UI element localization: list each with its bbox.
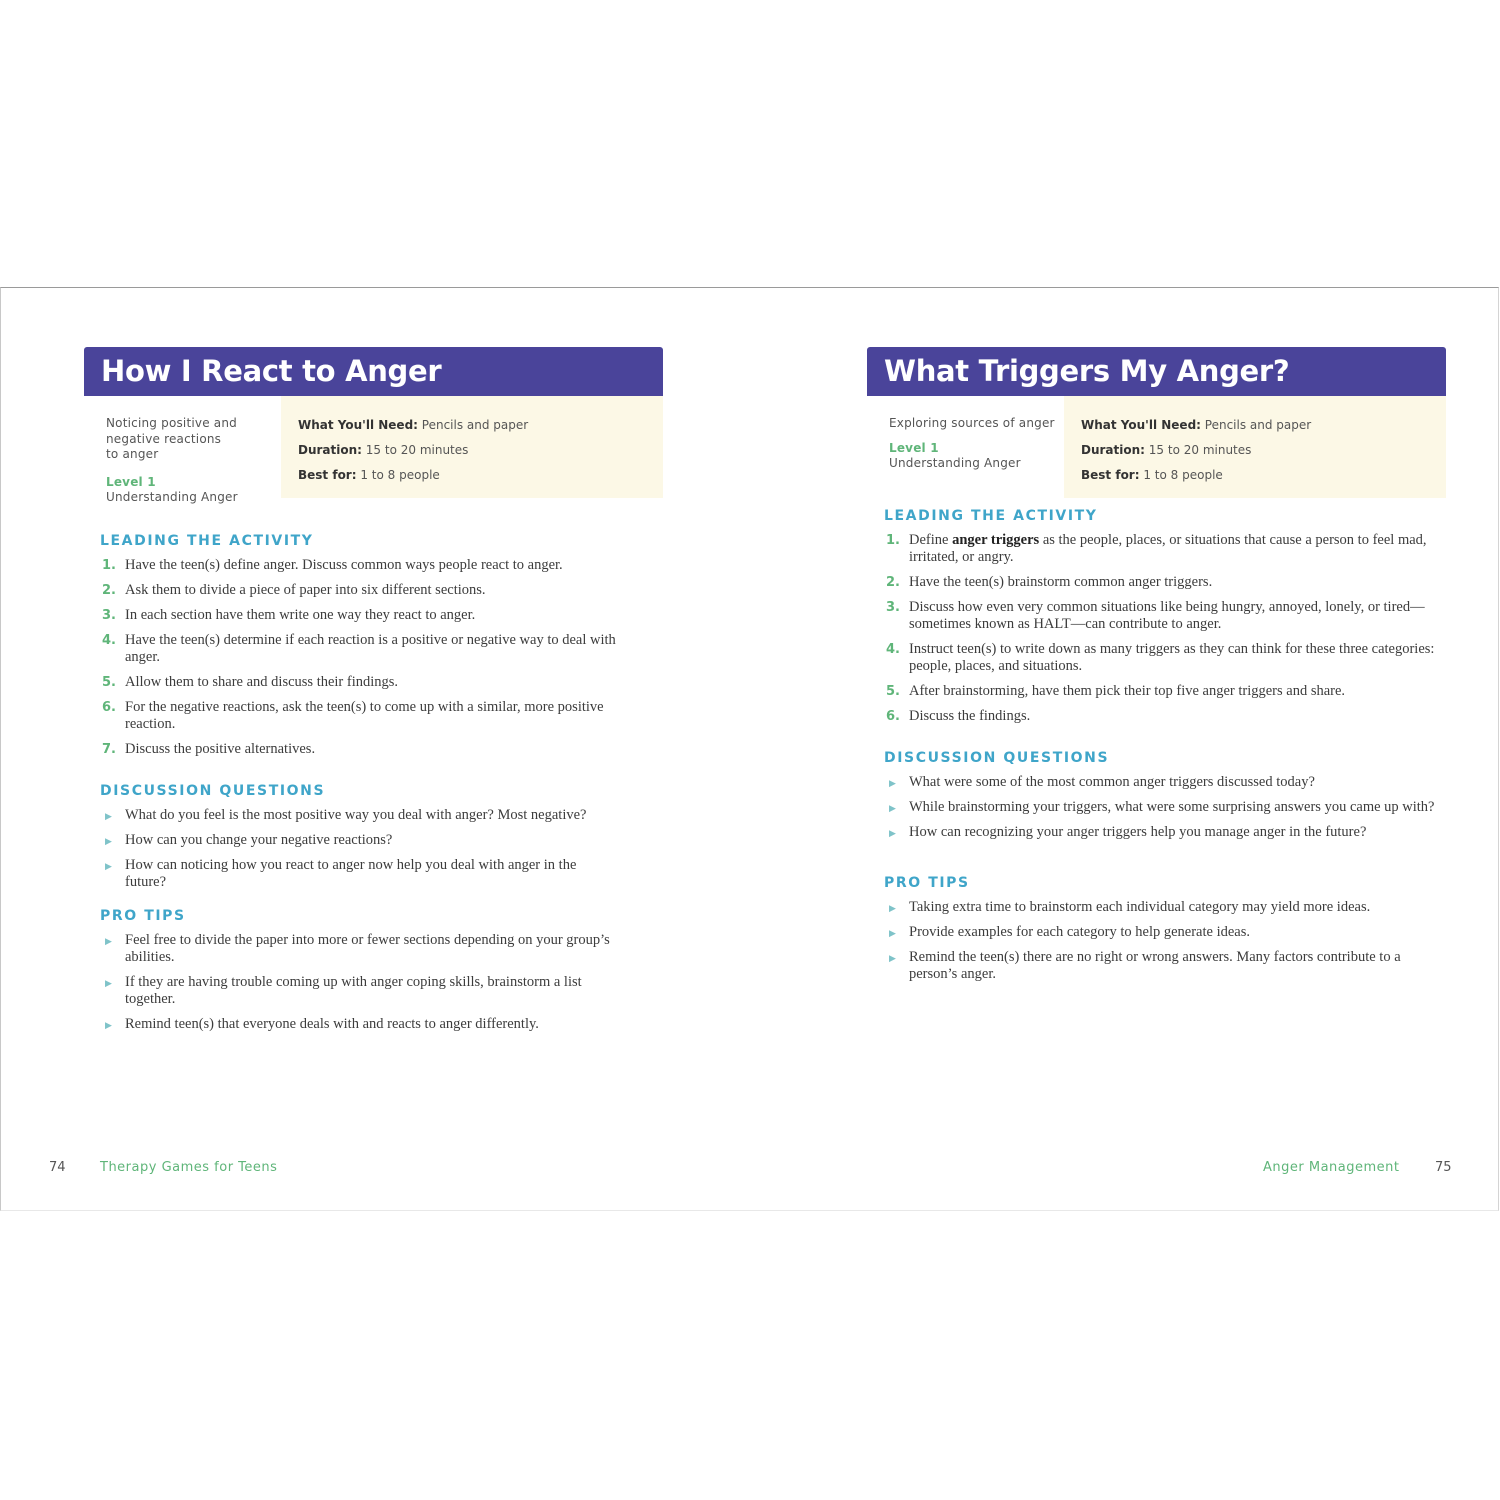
book-spread bbox=[0, 287, 1499, 1211]
step-item bbox=[884, 574, 1439, 591]
tip-text: Taking extra time to brainstorm each individual category may yield more ideas. bbox=[909, 899, 1371, 915]
tip-item bbox=[884, 949, 1439, 983]
question-text: What do you feel is the most positive way you deal with anger? Most negative? bbox=[125, 807, 587, 823]
activity-description bbox=[889, 416, 1059, 472]
tip-text: Provide examples for each category to help generate ideas. bbox=[909, 924, 1251, 940]
step-number: 4. bbox=[102, 633, 116, 648]
step-number: 3. bbox=[102, 608, 116, 623]
tip-item bbox=[100, 974, 605, 1008]
step-number: 2. bbox=[886, 575, 900, 590]
level-name: Understanding Anger bbox=[889, 456, 1021, 470]
step-item bbox=[100, 557, 640, 574]
step-item bbox=[884, 708, 1439, 725]
tip-item bbox=[884, 924, 1439, 941]
page-number-right bbox=[1435, 1160, 1452, 1175]
duration-row bbox=[298, 443, 663, 468]
pro-tips-section bbox=[884, 874, 1439, 991]
description-line: Exploring sources of anger bbox=[889, 416, 1055, 430]
question-item bbox=[100, 832, 640, 849]
step-item bbox=[100, 607, 640, 624]
triangle-bullet-icon: ▶ bbox=[889, 903, 896, 913]
triangle-bullet-icon: ▶ bbox=[105, 811, 112, 821]
duration-row bbox=[1081, 443, 1446, 468]
question-text: How can you change your negative reactions? bbox=[125, 832, 393, 848]
tip-item bbox=[884, 899, 1439, 916]
step-text: Ask them to divide a piece of paper into six different sections. bbox=[125, 582, 486, 598]
duration-label: Duration: bbox=[298, 443, 362, 457]
question-text: How can noticing how you react to anger now help you deal with anger in the future? bbox=[125, 857, 577, 890]
question-text: While brainstorming your triggers, what were some surprising answers you came up with? bbox=[909, 799, 1435, 815]
best-for-row bbox=[298, 468, 663, 493]
step-number: 4. bbox=[886, 642, 900, 657]
step-item bbox=[100, 741, 640, 758]
leading-activity-section bbox=[884, 507, 1439, 733]
running-title: Therapy Games for Teens bbox=[100, 1160, 278, 1175]
question-item bbox=[100, 807, 640, 824]
best-for-value: 1 to 8 people bbox=[1139, 468, 1223, 482]
tip-item bbox=[100, 1016, 640, 1033]
level-name: Understanding Anger bbox=[106, 490, 238, 504]
activity-description bbox=[106, 416, 276, 506]
section-heading: LEADING THE ACTIVITY bbox=[884, 508, 1098, 524]
tip-text: Remind the teen(s) there are no right or wrong answers. Many factors contribute to a person’s anger. bbox=[909, 949, 1401, 982]
pro-tips-section bbox=[100, 907, 640, 1041]
triangle-bullet-icon: ▶ bbox=[105, 836, 112, 846]
triangle-bullet-icon: ▶ bbox=[889, 828, 896, 838]
step-text: Have the teen(s) define anger. Discuss common ways people react to anger. bbox=[125, 557, 563, 573]
left-page bbox=[1, 288, 751, 1210]
step-text-pre: Define bbox=[909, 532, 953, 548]
section-heading: PRO TIPS bbox=[100, 908, 186, 924]
tip-text: If they are having trouble coming up with anger coping skills, brainstorm a list together. bbox=[125, 974, 582, 1007]
right-page bbox=[751, 288, 1500, 1210]
level-label: Level 1 bbox=[889, 440, 939, 455]
triangle-bullet-icon: ▶ bbox=[889, 778, 896, 788]
step-number: 6. bbox=[102, 700, 116, 715]
triangle-bullet-icon: ▶ bbox=[105, 1020, 112, 1030]
step-text: After brainstorming, have them pick their top five anger triggers and share. bbox=[909, 683, 1346, 699]
needs-value: Pencils and paper bbox=[417, 418, 529, 432]
requirements-box bbox=[281, 396, 663, 498]
step-text: Have the teen(s) determine if each reaction is a positive or negative way to deal with anger. bbox=[125, 632, 616, 665]
best-for-label: Best for: bbox=[1081, 468, 1140, 482]
triangle-bullet-icon: ▶ bbox=[889, 928, 896, 938]
step-item bbox=[100, 699, 625, 733]
description-line: Noticing positive and bbox=[106, 416, 237, 430]
activity-title-banner: What Triggers My Anger? bbox=[867, 347, 1446, 396]
step-number: 3. bbox=[886, 600, 900, 615]
best-for-row bbox=[1081, 468, 1446, 493]
activity-meta bbox=[867, 396, 1446, 498]
discussion-section bbox=[884, 749, 1439, 849]
step-text: In each section have them write one way they react to anger. bbox=[125, 607, 476, 623]
triangle-bullet-icon: ▶ bbox=[889, 953, 896, 963]
requirements-box bbox=[1064, 396, 1446, 498]
step-item bbox=[884, 599, 1449, 633]
step-number: 2. bbox=[102, 583, 116, 598]
duration-value: 15 to 20 minutes bbox=[361, 443, 469, 457]
triangle-bullet-icon: ▶ bbox=[105, 936, 112, 946]
section-heading: PRO TIPS bbox=[884, 875, 970, 891]
step-text: Discuss how even very common situations like being hungry, annoyed, lonely, or tired—sometimes known as HALT—can contribute to anger. bbox=[909, 599, 1425, 632]
tip-item bbox=[100, 932, 615, 966]
step-item bbox=[100, 632, 630, 666]
step-number: 1. bbox=[102, 558, 116, 573]
section-heading: LEADING THE ACTIVITY bbox=[100, 533, 314, 549]
step-item bbox=[884, 532, 1439, 566]
triangle-bullet-icon: ▶ bbox=[105, 978, 112, 988]
needs-label: What You'll Need: bbox=[298, 418, 418, 432]
step-text: Instruct teen(s) to write down as many triggers as they can think for these three categories: people, places, and situations. bbox=[909, 641, 1435, 674]
step-number: 5. bbox=[886, 684, 900, 699]
section-heading: DISCUSSION QUESTIONS bbox=[884, 750, 1110, 766]
step-number: 5. bbox=[102, 675, 116, 690]
running-title: Anger Management bbox=[1263, 1160, 1400, 1175]
step-item bbox=[100, 582, 640, 599]
leading-activity-section bbox=[100, 532, 640, 766]
step-text-post: as the people, places, or situations that cause a person to feel mad, irritated, or angry. bbox=[909, 532, 1427, 565]
step-text: For the negative reactions, ask the teen(s) to come up with a similar, more positive reaction. bbox=[125, 699, 604, 732]
discussion-section bbox=[100, 782, 640, 899]
step-text-bold: anger triggers bbox=[952, 532, 1040, 548]
activity-title-banner: How I React to Anger bbox=[84, 347, 663, 396]
question-item bbox=[884, 824, 1439, 841]
needs-label: What You'll Need: bbox=[1081, 418, 1201, 432]
step-item bbox=[884, 683, 1439, 700]
step-text: Discuss the findings. bbox=[909, 708, 1031, 724]
section-heading: DISCUSSION QUESTIONS bbox=[100, 783, 326, 799]
triangle-bullet-icon: ▶ bbox=[105, 861, 112, 871]
step-number: 6. bbox=[886, 709, 900, 724]
level-label: Level 1 bbox=[106, 474, 156, 489]
page-number-left bbox=[49, 1160, 66, 1175]
step-item bbox=[100, 674, 640, 691]
step-number: 7. bbox=[102, 742, 116, 757]
activity-meta bbox=[84, 396, 663, 504]
description-line: negative reactions bbox=[106, 431, 222, 446]
question-text: How can recognizing your anger triggers help you manage anger in the future? bbox=[909, 824, 1367, 840]
question-item bbox=[884, 774, 1439, 791]
page-number: 75 bbox=[1435, 1160, 1452, 1175]
step-text: Have the teen(s) brainstorm common anger triggers. bbox=[909, 574, 1213, 590]
question-text: What were some of the most common anger triggers discussed today? bbox=[909, 774, 1315, 790]
tip-text: Remind teen(s) that everyone deals with and reacts to anger differently. bbox=[125, 1016, 539, 1032]
duration-value: 15 to 20 minutes bbox=[1144, 443, 1252, 457]
running-title-left bbox=[100, 1160, 277, 1175]
running-title-right bbox=[1263, 1160, 1400, 1175]
step-item bbox=[884, 641, 1454, 675]
tip-text: Feel free to divide the paper into more or fewer sections depending on your group’s abilities. bbox=[125, 932, 610, 965]
step-text: Discuss the positive alternatives. bbox=[125, 741, 316, 757]
triangle-bullet-icon: ▶ bbox=[889, 803, 896, 813]
duration-label: Duration: bbox=[1081, 443, 1145, 457]
step-text: Allow them to share and discuss their findings. bbox=[125, 674, 399, 690]
needs-row bbox=[1081, 418, 1446, 443]
needs-row bbox=[298, 418, 663, 443]
question-item bbox=[884, 799, 1439, 816]
step-number: 1. bbox=[886, 533, 900, 548]
description-line: to anger bbox=[106, 447, 159, 461]
needs-value: Pencils and paper bbox=[1200, 418, 1312, 432]
question-item bbox=[100, 857, 595, 891]
page-number: 74 bbox=[49, 1160, 66, 1175]
best-for-label: Best for: bbox=[298, 468, 357, 482]
best-for-value: 1 to 8 people bbox=[356, 468, 440, 482]
